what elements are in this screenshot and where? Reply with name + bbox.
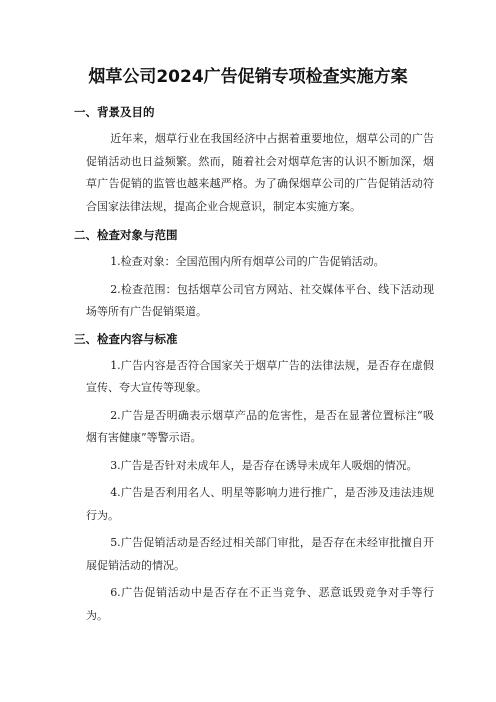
paragraph: 1.检查对象：全国范围内所有烟草公司的广告促销活动。 bbox=[110, 255, 385, 268]
paragraph: 2.广告是否明确表示烟草产品的危害性，是否在显著位置标注“吸烟有害健康”等警示语。 bbox=[86, 408, 434, 444]
section-heading: 三、检查内容与标准 bbox=[74, 331, 178, 346]
section-heading: 一、背景及目的 bbox=[74, 105, 155, 119]
paragraph: 6.广告促销活动中是否存在不正当竞争、恶意诋毁竞争对手等行为。 bbox=[86, 586, 434, 622]
document-title: 烟草公司2024广告促销专项检查实施方案 bbox=[88, 67, 408, 87]
paragraph: 1.广告内容是否符合国家关于烟草广告的法律法规，是否存在虚假宣传、夸大宣传等现象。 bbox=[86, 358, 434, 394]
paragraph: 2.检查范围：包括烟草公司官方网站、社交媒体平台、线下活动现场等所有广告促销渠道。 bbox=[86, 282, 434, 318]
section-heading: 二、检查对象与范围 bbox=[74, 228, 178, 242]
paragraph: 3.广告是否针对未成年人，是否存在诱导未成年人吸烟的情况。 bbox=[110, 458, 418, 472]
section-scope bbox=[74, 225, 434, 324]
paragraph: 近年来，烟草行业在我国经济中占据着重要地位，烟草公司的广告促销活动也日益频繁。然而，随着社会对烟草危害的认识不断加深，烟草广告促销的监管也越来越严格。为了确保烟草公司的广告促销活动符合国家法律法规，提高企业合规意识，制定本实施方案。 bbox=[86, 132, 434, 213]
paragraph: 5.广告促销活动是否经过相关部门审批，是否存在未经审批擅自开展促销活动的情况。 bbox=[86, 536, 434, 572]
section-content-standards bbox=[74, 329, 434, 628]
section-background bbox=[74, 102, 434, 218]
paragraph: 4.广告是否利用名人、明星等影响力进行推广，是否涉及违法违规行为。 bbox=[86, 486, 434, 522]
